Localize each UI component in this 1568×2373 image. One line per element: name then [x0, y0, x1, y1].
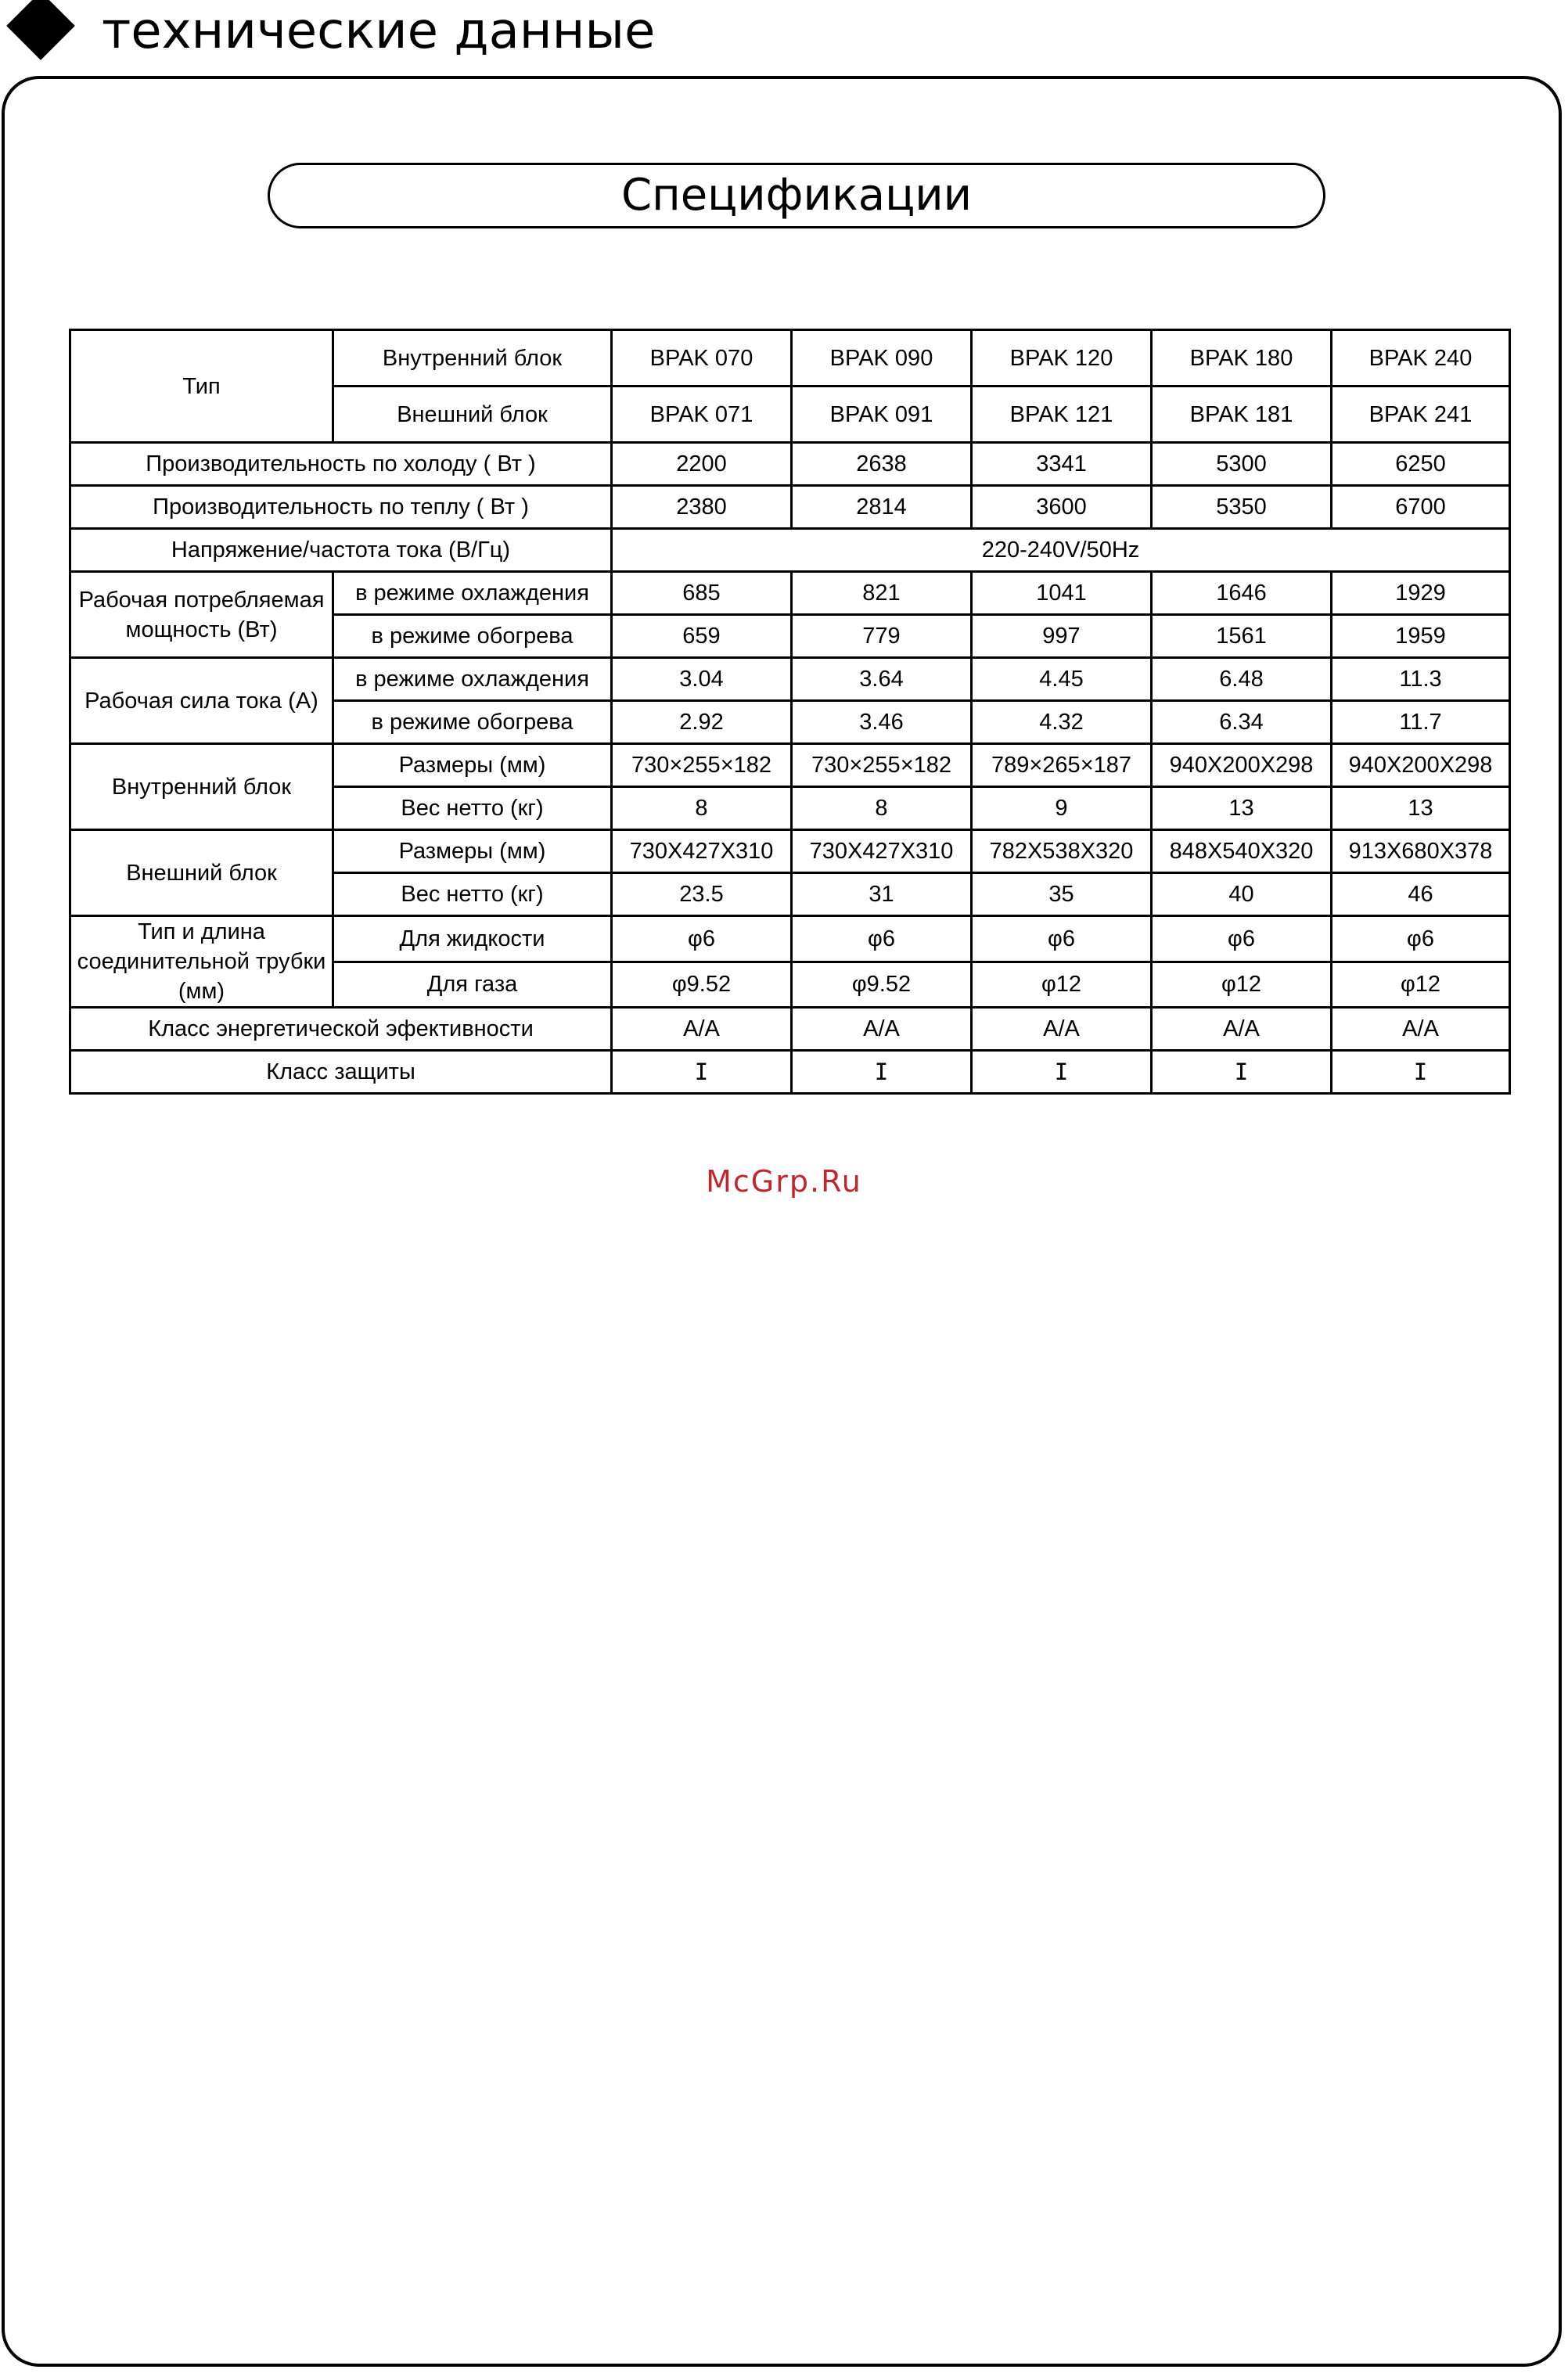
table-cell: 940X200X298 [1152, 744, 1332, 787]
table-cell: 3.64 [792, 658, 972, 701]
power-heating-label: в режиме обогрева [333, 615, 612, 658]
table-cell: φ6 [1152, 916, 1332, 962]
table-cell: 730X427X310 [612, 830, 792, 873]
table-cell: 31 [792, 873, 972, 916]
outdoor-model: BPAK 071 [612, 387, 792, 443]
indoor-weight-label: Вес нетто (кг) [333, 787, 612, 830]
table-cell: φ9.52 [792, 962, 972, 1008]
table-cell: 1959 [1332, 615, 1510, 658]
indoor-model: BPAK 180 [1152, 330, 1332, 387]
table-row [70, 744, 1510, 787]
protection-class-label: Класс защиты [70, 1051, 612, 1094]
indoor-section-label: Внутренний блок [70, 744, 333, 830]
watermark: McGrp.Ru [706, 1164, 862, 1199]
table-cell: 5300 [1152, 443, 1332, 486]
section-title: технические данные [102, 2, 656, 60]
table-cell: A/A [1332, 1008, 1510, 1051]
table-cell: I [1332, 1051, 1510, 1094]
energy-class-label: Класс энергетической эфективности [70, 1008, 612, 1051]
outdoor-section-label: Внешний блок [70, 830, 333, 916]
table-cell: 2638 [792, 443, 972, 486]
table-cell: 940X200X298 [1332, 744, 1510, 787]
table-cell: 2200 [612, 443, 792, 486]
table-cell: 997 [972, 615, 1152, 658]
table-cell: 1561 [1152, 615, 1332, 658]
table-cell: A/A [792, 1008, 972, 1051]
table-cell: A/A [612, 1008, 792, 1051]
table-row [70, 443, 1510, 486]
table-cell: 40 [1152, 873, 1332, 916]
indoor-model: BPAK 070 [612, 330, 792, 387]
table-cell: 779 [792, 615, 972, 658]
table-cell: I [792, 1051, 972, 1094]
table-cell: 23.5 [612, 873, 792, 916]
table-cell: A/A [972, 1008, 1152, 1051]
pipe-gas-label: Для газа [333, 962, 612, 1008]
current-heating-label: в режиме обогрева [333, 701, 612, 744]
spec-title: Спецификации [621, 170, 972, 221]
heating-capacity-label: Производительность по теплу ( Вт ) [70, 486, 612, 529]
table-cell: 3.04 [612, 658, 792, 701]
table-cell: 35 [972, 873, 1152, 916]
outdoor-weight-label: Вес нетто (кг) [333, 873, 612, 916]
indoor-unit-label: Внутренний блок [333, 330, 612, 387]
pipe-liquid-label: Для жидкости [333, 916, 612, 962]
table-cell: I [972, 1051, 1152, 1094]
table-cell: 3.46 [792, 701, 972, 744]
table-row [70, 916, 1510, 962]
spec-title-box [268, 163, 1325, 228]
table-cell: 6.34 [1152, 701, 1332, 744]
table-cell: 46 [1332, 873, 1510, 916]
table-cell: 1041 [972, 572, 1152, 615]
pipe-label: Тип и длина соединительной трубки (мм) [70, 916, 333, 1008]
page-header [0, 0, 1568, 70]
power-cooling-label: в режиме охлаждения [333, 572, 612, 615]
voltage-label: Напряжение/частота тока (В/Гц) [70, 529, 612, 572]
table-cell: 6250 [1332, 443, 1510, 486]
power-label: Рабочая потребляемая мощность (Вт) [70, 572, 333, 658]
table-cell: φ6 [612, 916, 792, 962]
table-cell: 1646 [1152, 572, 1332, 615]
table-cell: I [1152, 1051, 1332, 1094]
outdoor-model: BPAK 121 [972, 387, 1152, 443]
table-cell: φ9.52 [612, 962, 792, 1008]
indoor-model: BPAK 120 [972, 330, 1152, 387]
table-cell: 9 [972, 787, 1152, 830]
outdoor-model: BPAK 091 [792, 387, 972, 443]
table-cell: φ12 [1332, 962, 1510, 1008]
diamond-bullet-icon [6, 0, 75, 60]
table-cell: 1929 [1332, 572, 1510, 615]
table-row [70, 529, 1510, 572]
table-cell: 11.3 [1332, 658, 1510, 701]
table-cell: 8 [792, 787, 972, 830]
cooling-capacity-label: Производительность по холоду ( Вт ) [70, 443, 612, 486]
table-row [70, 572, 1510, 615]
indoor-model: BPAK 240 [1332, 330, 1510, 387]
type-label: Тип [70, 330, 333, 443]
table-cell: 3600 [972, 486, 1152, 529]
table-cell: 2.92 [612, 701, 792, 744]
current-cooling-label: в режиме охлаждения [333, 658, 612, 701]
table-cell: φ6 [1332, 916, 1510, 962]
table-cell: 730×255×182 [792, 744, 972, 787]
table-row [70, 1008, 1510, 1051]
table-cell: 11.7 [1332, 701, 1510, 744]
table-cell: 782X538X320 [972, 830, 1152, 873]
table-cell: 13 [1152, 787, 1332, 830]
table-cell: 6.48 [1152, 658, 1332, 701]
table-cell: 6700 [1332, 486, 1510, 529]
spec-table [69, 329, 1511, 1095]
table-cell: 2814 [792, 486, 972, 529]
outdoor-dims-label: Размеры (мм) [333, 830, 612, 873]
table-cell: 913X680X378 [1332, 830, 1510, 873]
table-cell: 685 [612, 572, 792, 615]
current-label: Рабочая сила тока (А) [70, 658, 333, 744]
table-cell: I [612, 1051, 792, 1094]
table-cell: 730X427X310 [792, 830, 972, 873]
table-cell: 5350 [1152, 486, 1332, 529]
table-row [70, 1051, 1510, 1094]
table-cell: 2380 [612, 486, 792, 529]
table-cell: 848X540X320 [1152, 830, 1332, 873]
voltage-value: 220-240V/50Hz [612, 529, 1510, 572]
table-cell: 821 [792, 572, 972, 615]
table-row [70, 830, 1510, 873]
outdoor-model: BPAK 241 [1332, 387, 1510, 443]
table-cell: 659 [612, 615, 792, 658]
outdoor-unit-label: Внешний блок [333, 387, 612, 443]
table-cell: 13 [1332, 787, 1510, 830]
table-cell: 8 [612, 787, 792, 830]
table-cell: φ12 [972, 962, 1152, 1008]
table-cell: φ12 [1152, 962, 1332, 1008]
indoor-dims-label: Размеры (мм) [333, 744, 612, 787]
table-cell: 4.32 [972, 701, 1152, 744]
table-cell: 4.45 [972, 658, 1152, 701]
table-cell: φ6 [972, 916, 1152, 962]
table-cell: 789×265×187 [972, 744, 1152, 787]
table-cell: 730×255×182 [612, 744, 792, 787]
table-cell: A/A [1152, 1008, 1332, 1051]
table-row [70, 486, 1510, 529]
outdoor-model: BPAK 181 [1152, 387, 1332, 443]
table-row [70, 330, 1510, 387]
table-cell: 3341 [972, 443, 1152, 486]
table-cell: φ6 [792, 916, 972, 962]
table-row [70, 658, 1510, 701]
indoor-model: BPAK 090 [792, 330, 972, 387]
